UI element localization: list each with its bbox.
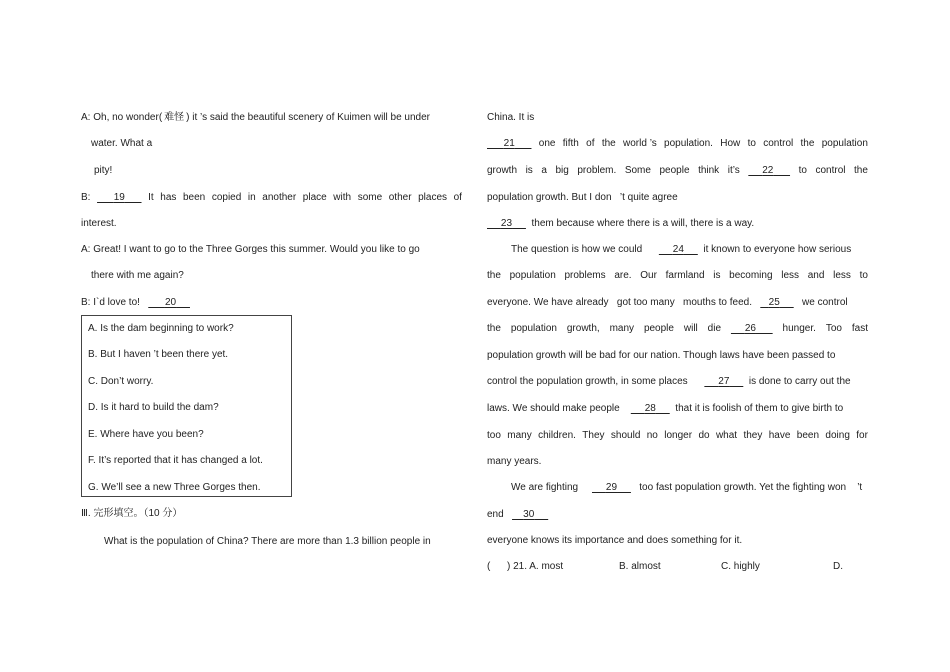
- blank-23[interactable]: 23: [500, 218, 513, 229]
- passage-r16: end 30: [487, 508, 548, 521]
- blank-29[interactable]: 29: [605, 482, 618, 493]
- passage-r9: the population growth, many people will die 26 hunger. Too fast: [487, 323, 868, 334]
- blank-22[interactable]: 22: [762, 165, 774, 176]
- blank-30[interactable]: 30: [523, 509, 535, 520]
- passage-r2: 21 one fifth of the world ’s population. How to control the population: [487, 137, 868, 150]
- dialogue-a2-line1: A: Great! I want to go to the Three Gorges this summer. Would you like to go: [81, 244, 420, 255]
- blank-24[interactable]: 24: [672, 244, 684, 255]
- passage-r1: China. It is: [487, 112, 535, 123]
- option-b: B. But I haven ’t been there yet.: [88, 349, 229, 360]
- option-d: D. Is it hard to build the dam?: [88, 402, 219, 413]
- passage-r15: We are fighting 29 too fast population growth. Yet the fighting won ’t: [511, 482, 863, 493]
- passage-r4: population growth. But I don ’t quite agree: [487, 192, 678, 203]
- passage-r6: The question is how we could 24 it known to everyone how serious: [511, 244, 852, 255]
- option-a: A. Is the dam beginning to work?: [88, 323, 234, 334]
- blank-25[interactable]: 25: [768, 297, 780, 308]
- question-21-option-c[interactable]: C. highly: [721, 561, 760, 572]
- passage-r11: control the population growth, in some places 27 is done to carry out the: [487, 376, 851, 387]
- blank-28[interactable]: 28: [644, 403, 656, 414]
- option-e: E. Where have you been?: [88, 429, 204, 440]
- passage-r12: laws. We should make people 28 that it is foolish of them to give birth to: [487, 403, 844, 414]
- passage-r7: the population problems are. Our farmland is becoming less and less to: [487, 270, 868, 281]
- options-box: [81, 315, 292, 497]
- blank-20[interactable]: 20: [164, 297, 177, 308]
- chinese-gloss: 难怪: [164, 112, 185, 123]
- blank-21[interactable]: 21: [503, 138, 515, 149]
- dialogue-b20-line: B: I`d love to! 20: [81, 296, 190, 309]
- option-g: G. We’ll see a new Three Gorges then.: [88, 482, 261, 493]
- passage-r17: everyone knows its importance and does something for it.: [487, 535, 743, 546]
- passage-r13: too many children. They should no longer do what they have been doing for: [487, 430, 868, 441]
- dialogue-a1-line3: pity!: [94, 165, 113, 176]
- question-21-paren[interactable]: ( ) 21. A. most: [487, 561, 564, 572]
- dialogue-b19-line2: interest.: [81, 218, 117, 229]
- dialogue-a1-line2: water. What a: [91, 138, 153, 149]
- passage-line-1: What is the population of China? There are more than 1.3 billion people in: [104, 536, 431, 547]
- dialogue-a1-line1: A: Oh, no wonder( 难怪 ) it ’s said the beautiful scenery of Kuimen will be under: [81, 112, 430, 123]
- section-title: Ⅲ. 完形填空。（10 分）: [81, 508, 183, 519]
- question-21-option-d[interactable]: D.: [833, 561, 843, 572]
- passage-r3: growth is a big problem. Some people think it’s 22 to control the: [487, 165, 868, 176]
- dialogue-a2-line2: there with me again?: [91, 270, 184, 281]
- dialogue-b19-line: B: 19 It has been copied in another place with some other places of: [81, 192, 462, 203]
- question-21-option-b[interactable]: B. almost: [619, 561, 661, 572]
- blank-26[interactable]: 26: [744, 323, 756, 334]
- option-c: C. Don’t worry.: [88, 376, 154, 387]
- option-f: F. It’s reported that it has changed a lot.: [88, 455, 263, 466]
- passage-r14: many years.: [487, 456, 542, 467]
- passage-r5: 23 them because where there is a will, there is a way.: [487, 217, 754, 230]
- blank-27[interactable]: 27: [718, 376, 730, 387]
- blank-19[interactable]: 19: [113, 192, 125, 203]
- passage-r8: everyone. We have already got too many mouths to feed. 25 we control: [487, 297, 848, 308]
- passage-r10: population growth will be bad for our nation. Though laws have been passed to: [487, 350, 836, 361]
